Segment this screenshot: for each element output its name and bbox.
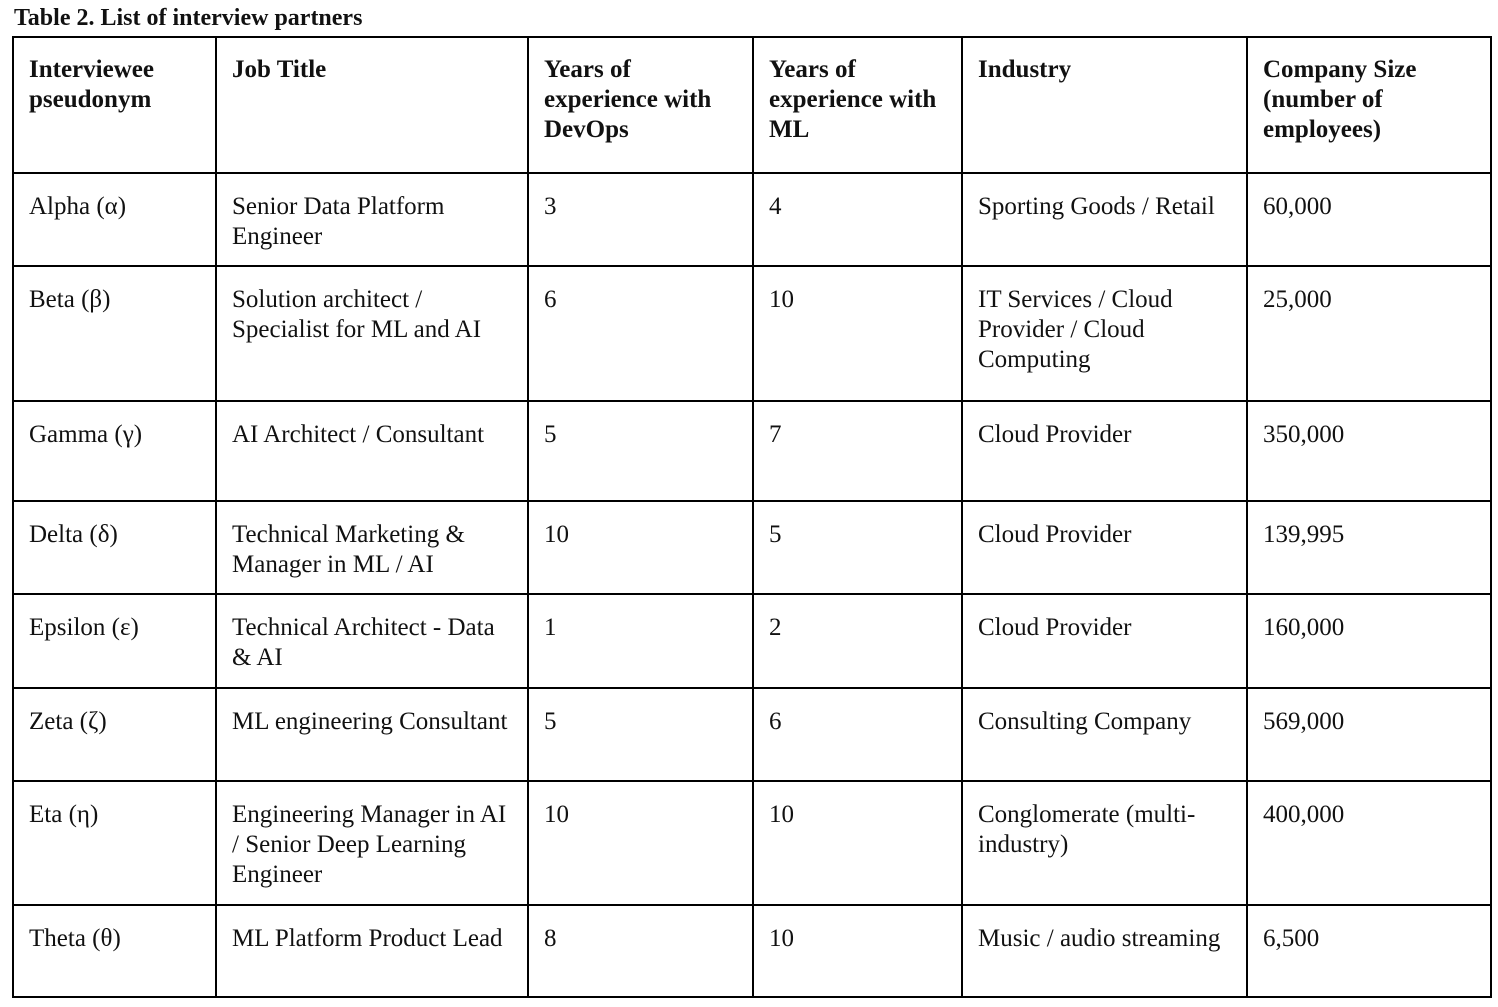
header-interviewee-pseudonym: Interviewee pseudonym bbox=[13, 37, 216, 173]
cell-job-title: Senior Data Platform Engineer bbox=[216, 173, 528, 266]
table-row bbox=[13, 905, 1491, 997]
table-row bbox=[13, 781, 1491, 905]
cell-industry: Cloud Provider bbox=[962, 401, 1247, 501]
table-header-row bbox=[13, 37, 1491, 173]
cell-company-size: 400,000 bbox=[1247, 781, 1491, 905]
cell-years-devops: 1 bbox=[528, 594, 753, 688]
cell-company-size: 25,000 bbox=[1247, 266, 1491, 401]
table-caption: Table 2. List of interview partners bbox=[14, 5, 363, 31]
cell-job-title: Technical Marketing & Manager in ML / AI bbox=[216, 501, 528, 594]
cell-pseudonym: Gamma (γ) bbox=[13, 401, 216, 501]
cell-pseudonym: Beta (β) bbox=[13, 266, 216, 401]
cell-pseudonym: Theta (θ) bbox=[13, 905, 216, 997]
cell-years-ml: 5 bbox=[753, 501, 962, 594]
interview-partners-table bbox=[12, 36, 1492, 998]
cell-years-devops: 10 bbox=[528, 781, 753, 905]
cell-industry: Sporting Goods / Retail bbox=[962, 173, 1247, 266]
cell-pseudonym: Eta (η) bbox=[13, 781, 216, 905]
cell-industry: IT Services / Cloud Provider / Cloud Computing bbox=[962, 266, 1247, 401]
cell-company-size: 160,000 bbox=[1247, 594, 1491, 688]
cell-years-devops: 10 bbox=[528, 501, 753, 594]
cell-industry: Conglomerate (multi-industry) bbox=[962, 781, 1247, 905]
header-company-size: Company Size (number of employees) bbox=[1247, 37, 1491, 173]
cell-job-title: Technical Architect - Data & AI bbox=[216, 594, 528, 688]
table-row bbox=[13, 401, 1491, 501]
cell-years-devops: 5 bbox=[528, 688, 753, 781]
cell-company-size: 6,500 bbox=[1247, 905, 1491, 997]
cell-company-size: 569,000 bbox=[1247, 688, 1491, 781]
cell-years-ml: 10 bbox=[753, 266, 962, 401]
table-row bbox=[13, 594, 1491, 688]
cell-industry: Consulting Company bbox=[962, 688, 1247, 781]
table-row bbox=[13, 266, 1491, 401]
cell-pseudonym: Zeta (ζ) bbox=[13, 688, 216, 781]
cell-years-ml: 10 bbox=[753, 905, 962, 997]
cell-years-ml: 2 bbox=[753, 594, 962, 688]
cell-years-devops: 3 bbox=[528, 173, 753, 266]
cell-job-title: ML Platform Product Lead bbox=[216, 905, 528, 997]
table-row bbox=[13, 501, 1491, 594]
cell-years-ml: 10 bbox=[753, 781, 962, 905]
cell-years-devops: 8 bbox=[528, 905, 753, 997]
cell-years-devops: 6 bbox=[528, 266, 753, 401]
cell-job-title: Solution architect / Specialist for ML and AI bbox=[216, 266, 528, 401]
cell-job-title: Engineering Manager in AI / Senior Deep Learning Engineer bbox=[216, 781, 528, 905]
cell-industry: Cloud Provider bbox=[962, 594, 1247, 688]
cell-company-size: 350,000 bbox=[1247, 401, 1491, 501]
cell-job-title: AI Architect / Consultant bbox=[216, 401, 528, 501]
header-job-title: Job Title bbox=[216, 37, 528, 173]
table-row bbox=[13, 173, 1491, 266]
cell-pseudonym: Delta (δ) bbox=[13, 501, 216, 594]
cell-company-size: 139,995 bbox=[1247, 501, 1491, 594]
cell-years-ml: 4 bbox=[753, 173, 962, 266]
header-years-ml: Years of experience with ML bbox=[753, 37, 962, 173]
cell-pseudonym: Alpha (α) bbox=[13, 173, 216, 266]
cell-industry: Music / audio streaming bbox=[962, 905, 1247, 997]
cell-industry: Cloud Provider bbox=[962, 501, 1247, 594]
table-row bbox=[13, 688, 1491, 781]
cell-company-size: 60,000 bbox=[1247, 173, 1491, 266]
cell-pseudonym: Epsilon (ε) bbox=[13, 594, 216, 688]
header-industry: Industry bbox=[962, 37, 1247, 173]
cell-years-ml: 6 bbox=[753, 688, 962, 781]
cell-years-ml: 7 bbox=[753, 401, 962, 501]
header-years-devops: Years of experience with DevOps bbox=[528, 37, 753, 173]
cell-job-title: ML engineering Consultant bbox=[216, 688, 528, 781]
cell-years-devops: 5 bbox=[528, 401, 753, 501]
